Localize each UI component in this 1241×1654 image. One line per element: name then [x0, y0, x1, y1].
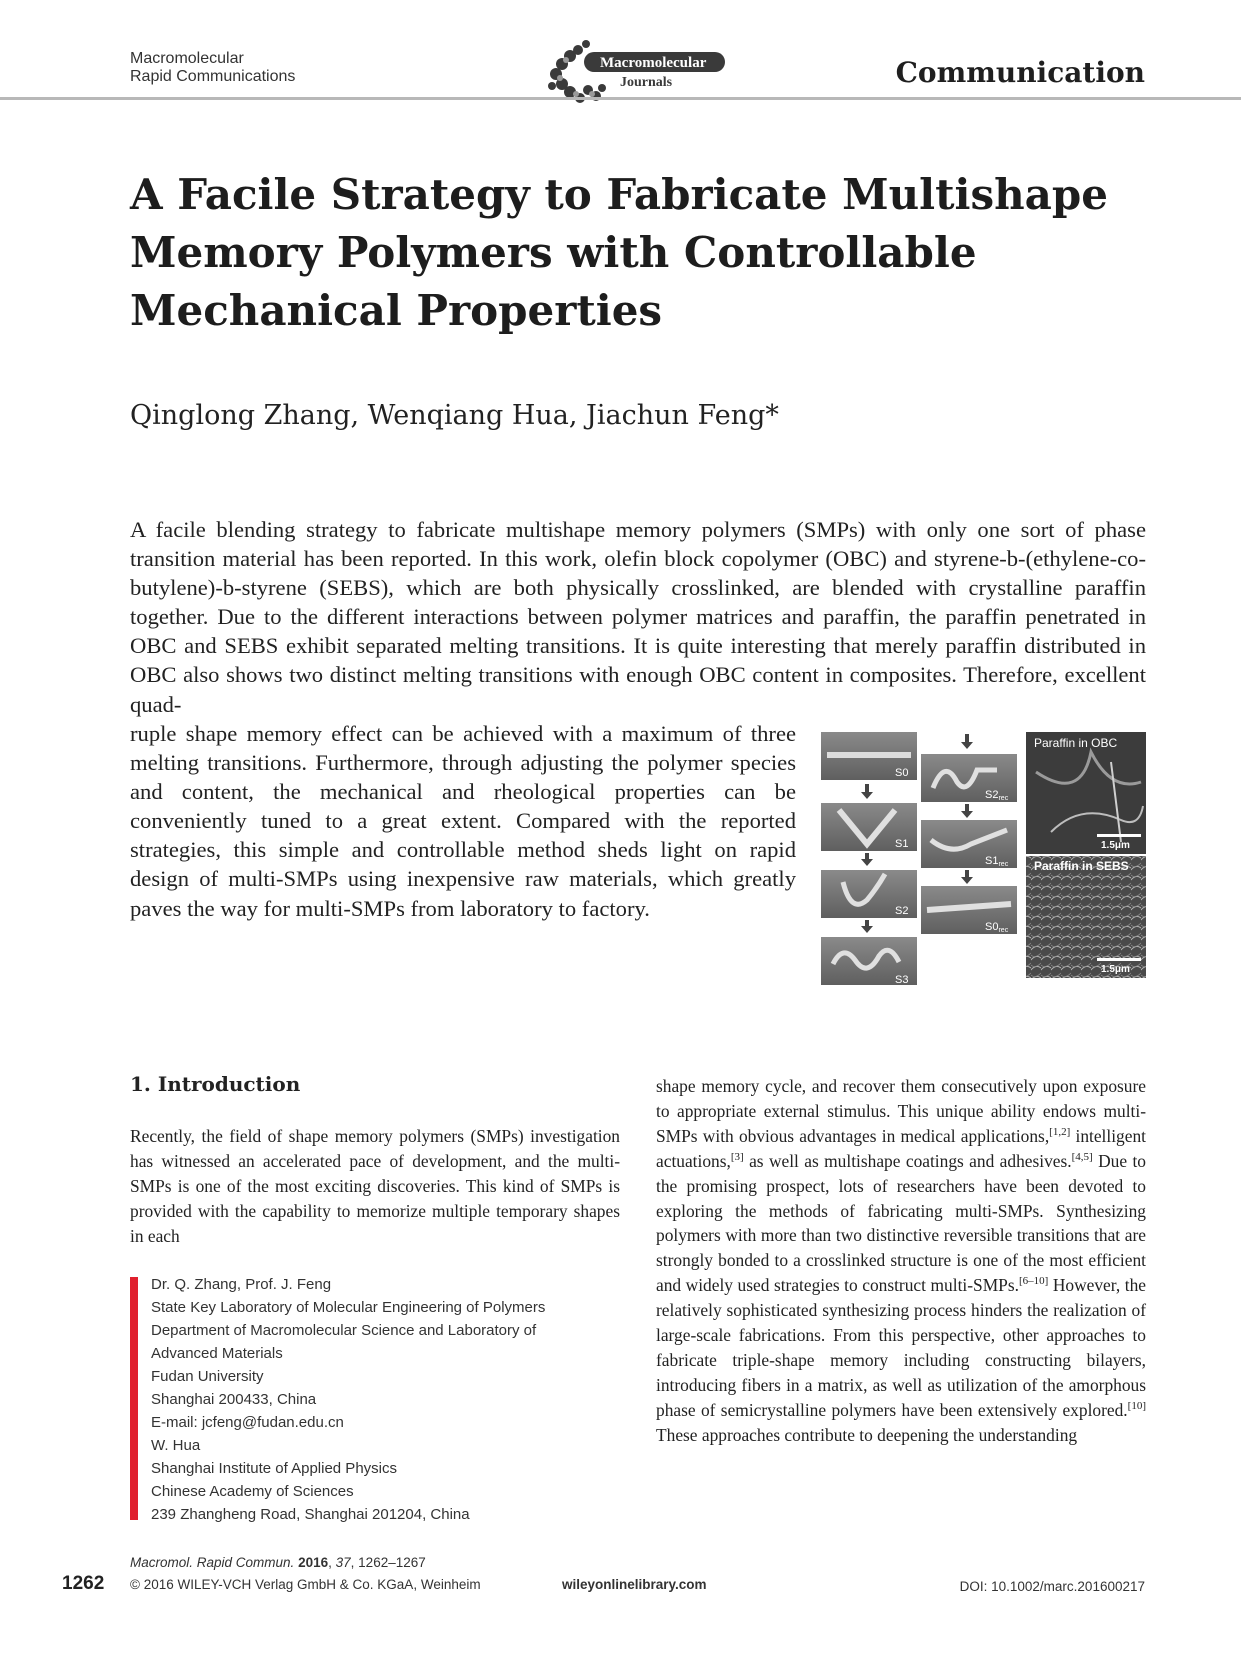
label-s2: S2 — [895, 905, 909, 917]
arrow-down-icon — [861, 920, 873, 933]
abstract-bottom-text: ruple shape memory effect can be achieved with a maximum of three melting transitions. Furthermore, through adjusting the polymer species and content, the mechanical and rheological properties can be conveniently tuned to a great extent. Compared with the reported strategies, this simple and controllable method sheds light on rapid design of multi-SMPs using inexpensive raw materials, which greatly paves the way for multi-SMPs from laboratory to factory. — [130, 721, 796, 921]
citation[interactable]: [10] — [1127, 1399, 1146, 1412]
copyright-line: © 2016 WILEY-VCH Verlag GmbH & Co. KGaA, Weinheim — [130, 1577, 481, 1592]
title-line2: Memory Polymers with Controllable — [130, 228, 977, 277]
article-title — [130, 166, 1110, 340]
doi-link[interactable]: DOI: 10.1002/marc.201600217 — [959, 1579, 1145, 1594]
affiliation-accent-bar — [130, 1277, 138, 1520]
journal-name — [130, 50, 295, 86]
affiliation-line: Shanghai Institute of Applied Physics — [151, 1460, 397, 1477]
affiliation-line: Shanghai 200433, China — [151, 1391, 317, 1408]
label-s0rec: S0rec — [985, 921, 1009, 934]
intro-paragraph-1: Recently, the field of shape memory polymers (SMPs) investigation has witnessed an accelerated pace of development, and the multi-SMPs is one of the most exciting discoveries. This kind of SMPs is provided with the capability to memorize multiple temporary shapes in each — [130, 1126, 620, 1246]
panel-s0rec — [921, 886, 1017, 934]
abstract-top-text: A facile blending strategy to fabricate multishape memory polymers (SMPs) with only one sort of phase transition material has been reported. In this work, olefin block copolymer (OBC) and styrene-b-(ethylene-co-butylene)-b-styrene (SEBS), which are both physically crosslinked, are blended with crystalline paraffin together. Due to the different interactions between polymer matrices and paraffin, the paraffin penetrated in OBC and SEBS exhibit separated melting transitions. It is quite interesting that merely paraffin distributed in OBC also shows two distinct melting transitions with enough OBC content in composites. Therefore, excellent quad- — [130, 517, 1146, 717]
citation-line: Macromol. Rapid Commun. 2016, 37, 1262–1267 — [130, 1555, 426, 1570]
sem-paraffin-obc — [1026, 732, 1146, 854]
header-rule — [0, 97, 1241, 100]
article-type: Communication — [895, 56, 1145, 89]
intro-right-column — [656, 1074, 1146, 1448]
label-s1: S1 — [895, 838, 909, 850]
arrow-down-icon — [961, 734, 973, 749]
website-link[interactable]: wileyonlinelibrary.com — [562, 1577, 707, 1592]
abstract-bottom — [130, 719, 796, 923]
affiliation-line: 239 Zhangheng Road, Shanghai 201204, China — [151, 1506, 470, 1523]
abstract-top — [130, 515, 1146, 719]
citation[interactable]: [3] — [730, 1150, 744, 1163]
affiliation-line: Advanced Materials — [151, 1345, 283, 1362]
affiliation-line: Chinese Academy of Sciences — [151, 1483, 354, 1500]
label-s2rec: S2rec — [985, 789, 1009, 802]
label-s3: S3 — [895, 974, 909, 986]
label-s0: S0 — [895, 767, 909, 779]
label-s1rec: S1rec — [985, 855, 1009, 868]
title-line1: A Facile Strategy to Fabricate Multishape — [130, 170, 1108, 219]
section-heading-introduction: 1. Introduction — [130, 1072, 301, 1096]
panel-s3 — [821, 937, 917, 986]
intro-left-column — [130, 1124, 620, 1249]
scale-bar-top: 1.5μm — [1101, 840, 1130, 851]
label-paraffin-obc: Paraffin in OBC — [1034, 736, 1118, 750]
panel-s2 — [821, 870, 917, 918]
logo-text-line1: Macromolecular — [600, 55, 707, 71]
citation[interactable]: [1,2] — [1049, 1126, 1071, 1139]
panel-s0 — [821, 732, 917, 780]
title-line3: Mechanical Properties — [130, 286, 663, 335]
affiliation-line: Department of Macromolecular Science and Laboratory of — [151, 1322, 537, 1339]
panel-s1 — [821, 803, 917, 851]
affiliation-line: W. Hua — [151, 1437, 201, 1454]
citation[interactable]: [4,5] — [1071, 1150, 1093, 1163]
label-paraffin-sebs: Paraffin in SEBS — [1034, 859, 1129, 873]
arrow-down-icon — [961, 870, 973, 884]
sem-paraffin-sebs — [1026, 856, 1146, 978]
affiliation-line: State Key Laboratory of Molecular Engineering of Polymers — [151, 1299, 546, 1316]
email-link[interactable]: E-mail: jcfeng@fudan.edu.cn — [151, 1414, 344, 1431]
journal-name-line1: Macromolecular — [130, 50, 244, 67]
affiliation-block — [151, 1273, 545, 1526]
arrow-down-icon — [861, 853, 873, 866]
arrow-down-icon — [861, 784, 873, 799]
affiliation-line: Fudan University — [151, 1368, 264, 1385]
macromolecular-journals-logo — [540, 36, 730, 112]
journal-name-line2: Rapid Communications — [130, 68, 296, 85]
logo-text-line2: Journals — [620, 75, 673, 90]
page-number: 1262 — [62, 1573, 105, 1594]
affiliation-line: Dr. Q. Zhang, Prof. J. Feng — [151, 1276, 332, 1293]
panel-s1rec — [921, 820, 1017, 868]
author-list: Qinglong Zhang, Wenqiang Hua, Jiachun Feng* — [130, 400, 779, 431]
citation[interactable]: [6–10] — [1018, 1275, 1049, 1288]
scale-bar-bottom: 1.5μm — [1101, 964, 1130, 975]
panel-s2rec — [921, 754, 1017, 802]
intro-paragraph-2: shape memory cycle, and recover them consecutively upon exposure to appropriate external stimulus. This unique ability endows multi-SMPs with obvious advantages in medical applications,[1,2] intelligent actuations,[3] as well as multishape coatings and adhesives.[4,5] Due to the promising prospect, lots of researchers have been devoted to exploring the methods of fabricating multi-SMPs. Synthesizing polymers with more than two distinctive reversible transitions that are strongly bonded to a crosslinked structure is one of the most efficient and widely used strategies to construct multi-SMPs.[6–10] However, the relatively sophisticated synthesizing process hinders the realization of large-scale fabrications. From this perspective, other approaches to fabricate triple-shape memory including constructing bilayers, introducing fibers in a matrix, as well as utilization of the amorphous phase of semicrystalline polymers have been extensively explored.[10] These approaches contribute to deepening the understanding — [656, 1076, 1146, 1445]
arrow-down-icon — [961, 804, 973, 818]
toc-figure — [821, 732, 1146, 988]
